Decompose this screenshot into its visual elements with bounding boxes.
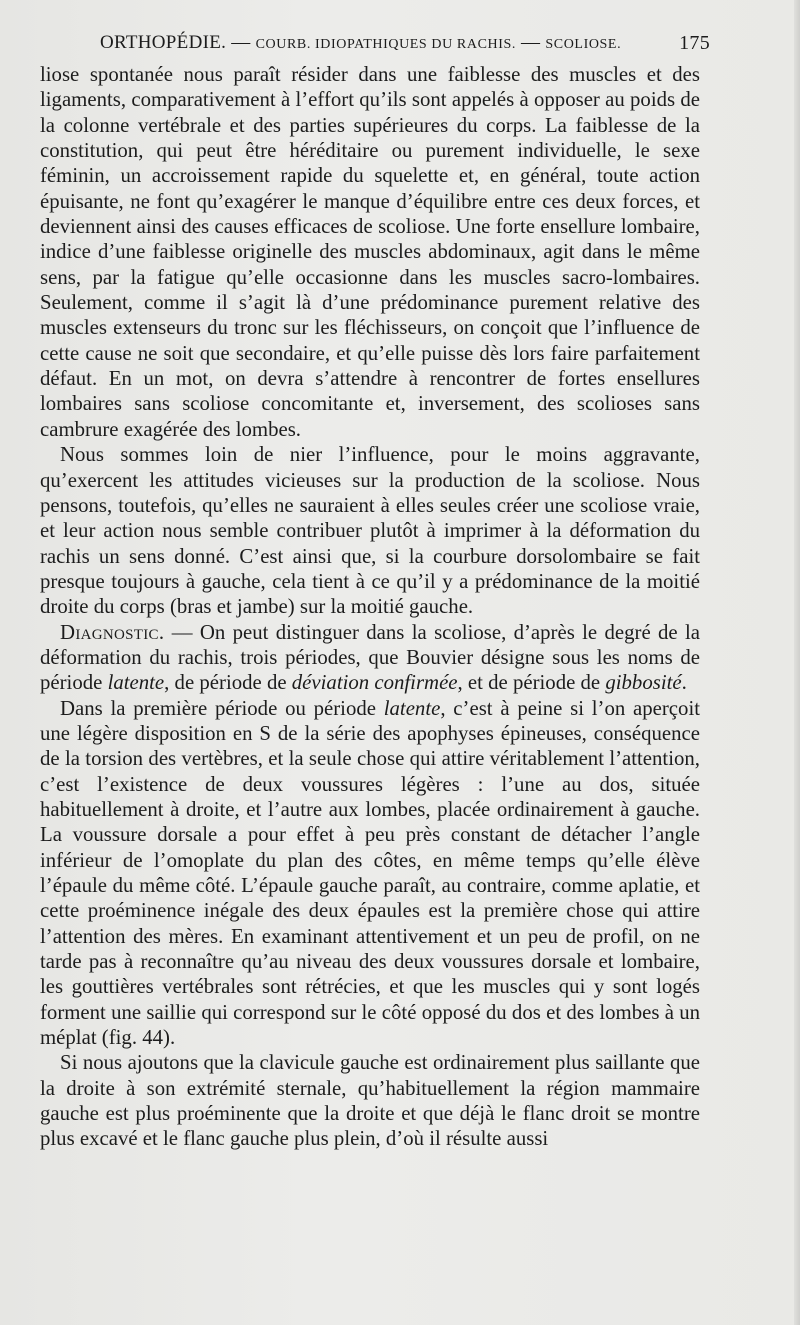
text-run: , c’est à peine si l’on aperçoit une légère disposition en S de la série des apophyses épineuses, conséquence de la torsion des vertèbres, et la seule chose qui attire véritablement l’attention, c’est l’existence de deux voussures légères : l’une au dos, située habituellement à droite, et l’autre aux lombes, placée ordinairement à gauche. La voussure dorsale a pour effet à peu près constant de détacher l’angle inférieur de l’omoplate du plan des côtes, en même temps qu’elle élève l’épaule du même côté. L’épaule gauche paraît, au contraire, comme aplatie, et cette proéminence inégale des deux épaules est la première chose qui attire l’attention des mères. En examinant attentivement et un peu de profil, on ne tarde pas à reconnaître qu’au niveau des deux voussures dorsale et lombaire, les gouttières vertébrales sont rétrécies, et que les muscles qui y sont logés forment une saillie qui correspond sur le côté opposé du dos et des lombes à un méplat (fig. 44).	[40, 696, 700, 1050]
paragraph: Si nous ajoutons que la clavicule gauche est ordinairement plus saillante que la droite à son extrémité sternale, qu’habituellement la région mammaire gauche est plus proéminente que la droite et que déjà le flanc droit se montre plus excavé et le flanc gauche plus plein, d’où il résulte aussi	[40, 1051, 700, 1151]
page-edge	[794, 0, 800, 1325]
running-title	[100, 32, 621, 54]
header-section: ORTHOPÉDIE.	[100, 32, 227, 53]
text-run: .	[681, 671, 687, 695]
italic-term: déviation confirmée	[291, 671, 458, 695]
paragraph	[40, 696, 700, 1051]
text-run: , et de période de	[457, 671, 606, 695]
running-head	[100, 32, 710, 58]
italic-term: latente	[107, 671, 165, 695]
page-number: 175	[679, 32, 710, 54]
header-separator: —	[226, 32, 256, 53]
section-heading: Diagnostic.	[60, 620, 165, 644]
text-run: — On peut distinguer dans la scoliose, d’après le degré de la déformation du rachis, trois périodes, que Bouvier désigne sous les noms de période	[40, 620, 700, 695]
body-text	[40, 62, 700, 1152]
paragraph: liose spontanée nous paraît résider dans une faiblesse des muscles et des ligaments, comparativement à l’effort qu’ils sont appelés à opposer au poids de la colonne vertébrale et des parties supérieures du corps. La faiblesse de la constitution, qui peut être héréditaire ou purement individuelle, le sexe féminin, un accroissement rapide du squelette et, en général, toute action épuisante, ne font qu’exagérer le manque d’équilibre entre ces deux forces, et deviennent ainsi des causes efficaces de scoliose. Une forte ensellure lombaire, indice d’une faiblesse originelle des muscles abdominaux, agit dans le même sens, par la fatigue qu’elle occasionne dans les muscles sacro-lombaires. Seulement, comme il s’agit là d’une prédominance purement relative des muscles extenseurs du tronc sur les fléchisseurs, on conçoit que l’influence de cette cause ne soit que secondaire, et qu’elle puisse dès lors faire parfaitement défaut. En un mot, on devra s’attendre à rencontrer de fortes ensellures lombaires sans scoliose concomitante et, inversement, des scolioses sans cambrure exagérée des lombes.	[40, 63, 700, 441]
text-run: , de période de	[164, 671, 292, 695]
paragraph-diagnostic	[40, 620, 700, 696]
header-separator: —	[515, 32, 546, 53]
header-topic: SCOLIOSE.	[545, 37, 622, 52]
italic-term: latente	[383, 696, 441, 720]
italic-term: gibbosité	[605, 671, 682, 695]
paragraph: Nous sommes loin de nier l’influence, pour le moins aggravante, qu’exercent les attitudes vicieuses sur la production de la scoliose. Nous pensons, toutefois, qu’elles ne sauraient à elles seules créer une scoliose vraie, et leur action nous semble contribuer plutôt à imprimer à la déformation du rachis un sens donné. C’est ainsi que, si la courbure dorsolombaire se fait presque toujours à gauche, cela tient à ce qu’il y a prédominance de la moitié droite du corps (bras et jambe) sur la moitié gauche.	[40, 443, 700, 619]
header-subtitle: COURB. IDIOPATHIQUES DU RACHIS.	[255, 37, 516, 52]
text-run: Dans la première période ou période	[60, 696, 384, 720]
